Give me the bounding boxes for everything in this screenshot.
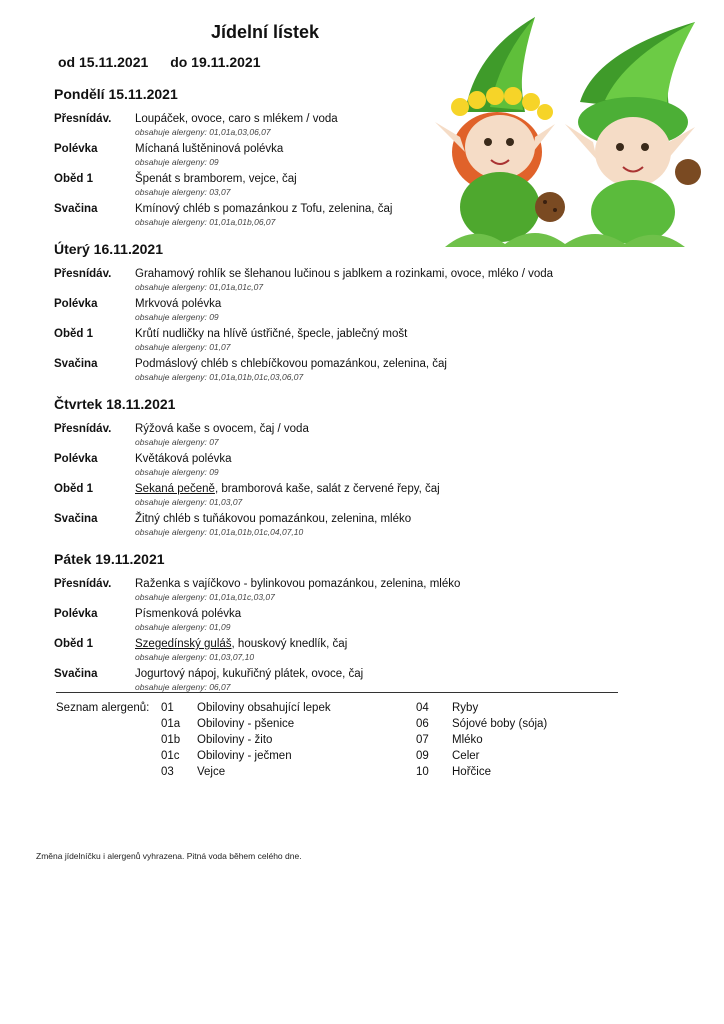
date-range — [58, 54, 260, 70]
meal-row — [54, 143, 614, 173]
day-section — [54, 241, 614, 388]
meal-description — [135, 668, 363, 680]
meal-description — [135, 328, 407, 340]
date-from: od 15.11.2021 — [58, 54, 149, 70]
allergen-name: Mléko — [452, 734, 483, 746]
meal-label: Přesnídáv. — [54, 268, 112, 280]
day-section — [54, 86, 614, 233]
meal-label: Svačina — [54, 358, 98, 370]
meal-description — [135, 173, 297, 185]
allergen-item — [416, 734, 483, 746]
day-heading: Pátek 19.11.2021 — [54, 551, 165, 567]
meal-row — [54, 453, 614, 483]
meal-allergens: obsahuje alergeny: 03,07 — [135, 187, 231, 197]
legend-title: Seznam alergenů: — [56, 702, 150, 714]
meal-description — [135, 268, 553, 280]
meal-description — [135, 203, 392, 215]
meal-main-dish: Sekaná pečeně — [135, 483, 215, 495]
meal-row — [54, 203, 614, 233]
meal-row — [54, 483, 614, 513]
allergen-code: 01c — [161, 750, 180, 762]
meal-text: Jogurtový nápoj, kukuřičný plátek, ovoce, čaj — [135, 668, 364, 680]
allergen-code: 10 — [416, 766, 429, 778]
day-heading: Čtvrtek 18.11.2021 — [54, 396, 176, 412]
meal-text: Špenát s bramborem, vejce, čaj — [135, 173, 297, 185]
meal-description — [135, 453, 232, 465]
menu-days — [54, 86, 614, 706]
meal-label: Oběd 1 — [54, 638, 93, 650]
meal-description — [135, 423, 309, 435]
allergen-code: 01a — [161, 718, 181, 730]
meal-text: Písmenková polévka — [135, 608, 242, 620]
meal-allergens: obsahuje alergeny: 09 — [135, 467, 219, 477]
meal-allergens: obsahuje alergeny: 06,07 — [135, 682, 231, 692]
allergen-code: 03 — [161, 766, 174, 778]
meal-label: Přesnídáv. — [54, 578, 112, 590]
day-section — [54, 551, 614, 698]
meal-allergens: obsahuje alergeny: 01,01a,01c,03,07 — [135, 592, 275, 602]
allergen-name: Hořčice — [452, 766, 491, 778]
allergen-code: 07 — [416, 734, 429, 746]
meal-label: Oběd 1 — [54, 328, 93, 340]
meal-allergens: obsahuje alergeny: 01,03,07,10 — [135, 652, 255, 662]
meal-allergens: obsahuje alergeny: 01,09 — [135, 622, 231, 632]
meal-row — [54, 358, 614, 388]
meal-description — [135, 638, 347, 650]
meal-allergens: obsahuje alergeny: 09 — [135, 157, 219, 167]
meal-label: Svačina — [54, 668, 98, 680]
allergen-name: Celer — [452, 750, 480, 762]
day-section — [54, 396, 614, 543]
allergen-item — [416, 750, 479, 762]
meal-description — [135, 483, 440, 495]
meal-row — [54, 668, 614, 698]
meal-label: Oběd 1 — [54, 483, 93, 495]
meal-description — [135, 608, 241, 620]
meal-main-dish: Szegedínský guláš — [135, 638, 232, 650]
meal-description — [135, 143, 283, 155]
meal-allergens: obsahuje alergeny: 09 — [135, 312, 219, 322]
meal-label: Svačina — [54, 203, 98, 215]
allergen-code: 01b — [161, 734, 181, 746]
date-to: do 19.11.2021 — [170, 54, 261, 70]
meal-row — [54, 513, 614, 543]
meal-allergens: obsahuje alergeny: 01,07 — [135, 342, 231, 352]
meal-text: Raženka s vajíčkovo - bylinkovou pomazánkou, zelenina, mléko — [135, 578, 461, 590]
meal-text: Mrkvová polévka — [135, 298, 222, 310]
meal-text: Žitný chléb s tuňákovou pomazánkou, zelenina, mléko — [135, 513, 412, 525]
allergen-name: Vejce — [197, 766, 226, 778]
meal-row — [54, 328, 614, 358]
allergen-code: 04 — [416, 702, 429, 714]
meal-row — [54, 113, 614, 143]
meal-row — [54, 608, 614, 638]
meal-text: Podmáslový chléb s chlebíčkovou pomazánkou, zelenina, čaj — [135, 358, 447, 370]
meal-text: Krůtí nudličky na hlívě ústřičné, špecle, jablečný mošt — [135, 328, 408, 340]
meal-text: , houskový knedlík, čaj — [231, 638, 348, 650]
allergen-item — [161, 766, 225, 778]
allergen-name: Obiloviny - pšenice — [197, 718, 295, 730]
meal-label: Přesnídáv. — [54, 423, 112, 435]
allergen-code: 06 — [416, 718, 429, 730]
allergen-name: Obiloviny - ječmen — [197, 750, 292, 762]
allergen-code: 09 — [416, 750, 429, 762]
meal-text: Rýžová kaše s ovocem, čaj / voda — [135, 423, 309, 435]
meal-label: Polévka — [54, 143, 98, 155]
allergen-item — [161, 750, 292, 762]
meal-label: Oběd 1 — [54, 173, 93, 185]
meal-allergens: obsahuje alergeny: 01,01a,01b,01c,03,06,07 — [135, 372, 304, 382]
meal-text: Míchaná luštěninová polévka — [135, 143, 284, 155]
meal-description — [135, 578, 460, 590]
meal-description — [135, 298, 221, 310]
meal-allergens: obsahuje alergeny: 07 — [135, 437, 219, 447]
meal-row — [54, 268, 614, 298]
page-title: Jídelní lístek — [210, 22, 320, 42]
meal-text: Kmínový chléb s pomazánkou z Tofu, zelenina, čaj — [135, 203, 393, 215]
allergen-item — [416, 766, 491, 778]
meal-allergens: obsahuje alergeny: 01,01a,01c,07 — [135, 282, 264, 292]
meal-text: Loupáček, ovoce, caro s mlékem / voda — [135, 113, 338, 125]
meal-label: Přesnídáv. — [54, 113, 112, 125]
day-heading: Pondělí 15.11.2021 — [54, 86, 178, 102]
allergen-name: Sójové boby (sója) — [452, 718, 548, 730]
day-heading: Úterý 16.11.2021 — [54, 241, 163, 257]
allergen-name: Obiloviny obsahující lepek — [197, 702, 331, 714]
meal-row — [54, 298, 614, 328]
meal-allergens: obsahuje alergeny: 01,01a,01b,01c,04,07,10 — [135, 527, 304, 537]
meal-description — [135, 113, 338, 125]
meal-text: , bramborová kaše, salát z červené řepy, čaj — [214, 483, 440, 495]
allergen-item — [161, 718, 294, 730]
meal-text: Grahamový rohlík se šlehanou lučinou s jablkem a rozinkami, ovoce, mléko / voda — [135, 268, 554, 280]
meal-label: Svačina — [54, 513, 98, 525]
meal-description — [135, 358, 447, 370]
meal-text: Květáková polévka — [135, 453, 232, 465]
allergen-item — [161, 734, 272, 746]
divider — [56, 692, 618, 693]
allergen-item — [161, 702, 331, 714]
meal-label: Polévka — [54, 608, 98, 620]
meal-description — [135, 513, 411, 525]
meal-row — [54, 173, 614, 203]
meal-row — [54, 423, 614, 453]
allergen-code: 01 — [161, 702, 174, 714]
meal-label: Polévka — [54, 453, 98, 465]
meal-allergens: obsahuje alergeny: 01,03,07 — [135, 497, 243, 507]
allergen-item — [416, 702, 478, 714]
footer-note: Změna jídelníčku i alergenů vyhrazena. Pitná voda během celého dne. — [36, 851, 302, 861]
meal-row — [54, 638, 614, 668]
allergen-name: Obiloviny - žito — [197, 734, 273, 746]
allergen-name: Ryby — [452, 702, 479, 714]
meal-label: Polévka — [54, 298, 98, 310]
meal-row — [54, 578, 614, 608]
meal-allergens: obsahuje alergeny: 01,01a,03,06,07 — [135, 127, 271, 137]
allergen-item — [416, 718, 547, 730]
meal-allergens: obsahuje alergeny: 01,01a,01b,06,07 — [135, 217, 276, 227]
